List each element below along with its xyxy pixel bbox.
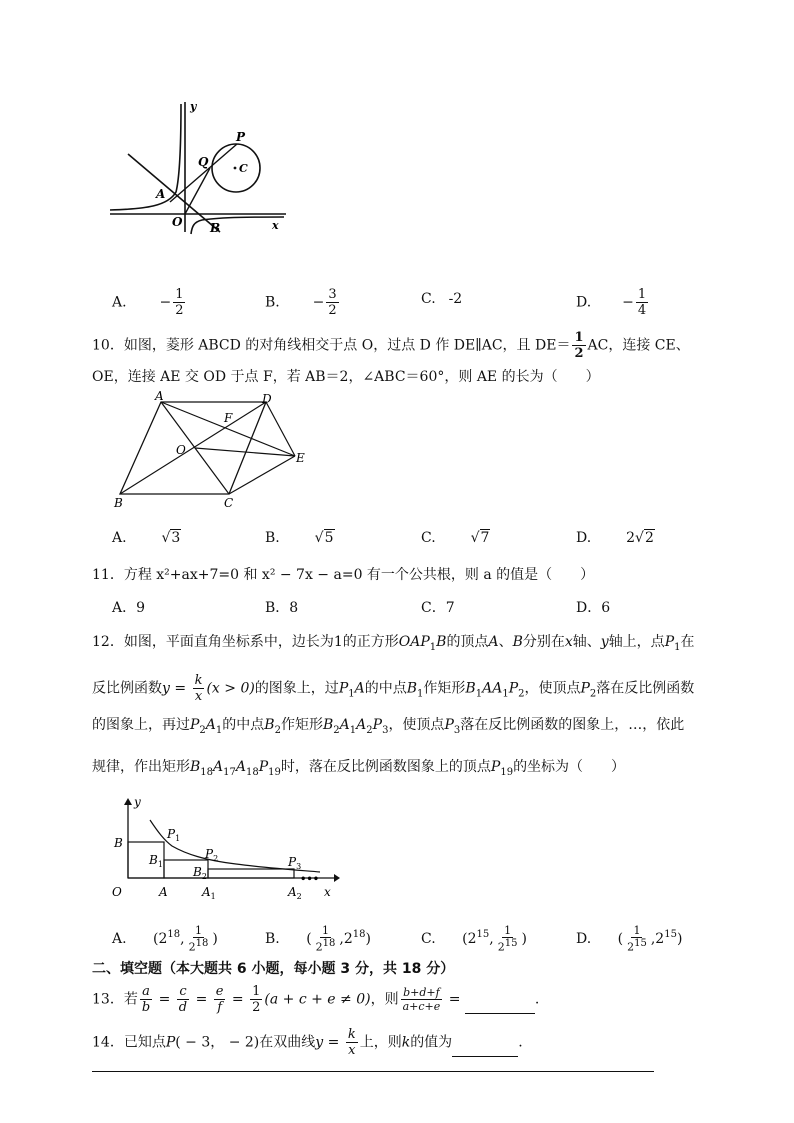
q12-option-d: D. ( $\frac{1}{2^{15}}$ $,2^{15}$) xyxy=(576,924,683,954)
q10-line-1: 10．如图，菱形 ABCD 的对角线相交于点 O，过点 D 作 DE∥AC，且 DE＝ $\frac{1}{2}$ AC，连接 CE、 xyxy=(92,330,690,361)
fig10-label-C: C xyxy=(224,496,234,510)
fig10-label-F: F xyxy=(224,411,233,425)
q14-text: 14．已知点P( − 3， − 2)在双曲线y = $\frac{k}{x}$ 上，则k的值为 . xyxy=(92,1027,523,1058)
segment-ce xyxy=(229,456,295,494)
fig10-label-B: B xyxy=(114,496,123,510)
fraction: $\frac{1}{2}$ xyxy=(252,984,261,1015)
q9-option-b xyxy=(265,288,341,317)
sign: − xyxy=(312,294,325,311)
q10-option-a xyxy=(112,530,181,546)
q10-option-b xyxy=(265,530,335,546)
fig12-label-P3: $P_3$ xyxy=(288,855,302,871)
fig9-segment-oq xyxy=(185,168,210,214)
option-value: -2 xyxy=(448,291,463,307)
fig9-label-y: y xyxy=(190,100,197,113)
fig12-label-O: O xyxy=(112,885,122,899)
sqrt: √3 xyxy=(161,530,181,546)
fraction: $\frac{1}{2}$ xyxy=(574,330,584,361)
fig10-label-D: D xyxy=(262,392,272,406)
fig12-rect-2 xyxy=(208,869,294,878)
sqrt: √2 xyxy=(635,530,654,546)
q9-option-d xyxy=(576,288,650,317)
fraction: $\frac{c}{d}$ xyxy=(178,984,188,1015)
fraction: $\frac{1}{2^{18}}$ xyxy=(315,924,336,954)
diagonal-bd xyxy=(120,402,266,494)
fig12-label-y: y xyxy=(134,795,141,809)
option-letter: A. xyxy=(112,930,127,947)
fig10-label-A: A xyxy=(155,390,164,403)
fig12-y-arrow xyxy=(124,798,132,805)
segment-de xyxy=(266,402,295,456)
fig9-label-P: P xyxy=(236,130,246,144)
fig10-label-E: E xyxy=(296,451,305,465)
fraction: $\frac{1}{2^{15}}$ xyxy=(497,924,518,954)
fig12-label-x: x xyxy=(324,885,331,899)
q11-option-c: C．7 xyxy=(421,600,455,616)
fraction: $\frac{b+d+f}{a+c+e}$ xyxy=(402,986,441,1013)
fraction: $\frac{1}{4}$ xyxy=(637,287,647,318)
q11-option-a: A．9 xyxy=(112,600,146,616)
sign: − xyxy=(159,294,172,311)
sqrt: √5 xyxy=(314,530,334,546)
answer-blank[interactable] xyxy=(452,1040,518,1057)
option-letter: C. xyxy=(421,930,436,947)
option-letter: B. xyxy=(265,930,280,947)
footer-rule xyxy=(92,1071,654,1072)
sign: − xyxy=(622,294,634,311)
q9-option-a xyxy=(112,288,187,317)
fraction: $\frac{1}{2}$ xyxy=(175,287,184,318)
fraction: $\frac{e}{f}$ xyxy=(215,984,224,1015)
fig9-label-B: B xyxy=(210,221,221,235)
option-letter: C. xyxy=(421,291,436,307)
option-letter: B. xyxy=(265,294,280,311)
option-letter: D. xyxy=(576,294,592,311)
fraction: $\frac{k}{x}$ xyxy=(347,1027,356,1058)
option-letter: D. xyxy=(576,930,592,947)
q12-option-b: B. ( $\frac{1}{2^{18}}$ $,2^{18}$) xyxy=(265,924,371,954)
q12-line-3: 的图象上，再过$P_2A_1$的中点$B_2$作矩形$B_2A_1A_2P_3$，使顶点$P_3$落在反比例函数的图象上，…，依此 xyxy=(92,717,685,736)
option-letter: A. xyxy=(112,530,127,546)
fig12-label-A1: $A_1$ xyxy=(202,885,216,901)
fig9-label-x: x xyxy=(272,219,279,232)
fig10-label-O: O xyxy=(176,443,186,457)
fraction: $\frac{a}{b}$ xyxy=(141,984,151,1015)
q10-figure xyxy=(110,390,314,512)
q9-figure xyxy=(106,96,292,236)
fig12-label-P1: $P_1$ xyxy=(167,827,181,843)
fig12-label-B: B xyxy=(114,836,123,850)
fig9-center-dot xyxy=(234,167,237,170)
q11-text: 11．方程 x²+ax+7=0 和 x² − 7x − a=0 有一个公共根，则 a 的值是（ ） xyxy=(92,567,595,583)
fig12-label-A2: $A_2$ xyxy=(288,885,302,901)
q11-option-d: D．6 xyxy=(576,600,611,616)
fig12-label-P2: $P_2$ xyxy=(205,847,219,863)
q10-option-d: D. 2√2 xyxy=(576,530,654,546)
section-heading: 二、填空题（本大题共 6 小题，每小题 3 分，共 18 分） xyxy=(92,961,455,977)
fig12-label-B1: $B_1$ xyxy=(149,853,163,869)
q10-option-c xyxy=(421,530,490,546)
q12-option-c: C. ($2^{15}$, $\frac{1}{2^{15}}$ ) xyxy=(421,924,527,954)
q12-line-4: 规律，作出矩形$B_{18}A_{17}A_{18}P_{19}$时，落在反比例函数图象上的顶点$P_{19}$的坐标为（ ） xyxy=(92,759,626,778)
fig12-label-B2: $B_2$ xyxy=(193,865,207,881)
fig12-x-arrow xyxy=(334,874,340,882)
fraction: $\frac{k}{x}$ xyxy=(194,673,203,704)
answer-blank[interactable] xyxy=(465,997,535,1014)
q12-figure xyxy=(106,792,342,908)
q9-option-c xyxy=(421,291,462,307)
q11-option-b: B．8 xyxy=(265,600,299,616)
fig9-label-Q: Q xyxy=(198,155,209,169)
q12-line-1: 12．如图，平面直角坐标系中，边长为1的正方形$OAP_1B$的顶点A、B分别在x轴、y轴上，点$P_1$在 xyxy=(92,634,695,653)
option-letter: C. xyxy=(421,530,436,546)
fig9-label-A: A xyxy=(156,187,166,201)
fig12-dots: ••• xyxy=(300,874,320,885)
q10-line-2: OE，连接 AE 交 OD 于点 F，若 AB＝2，∠ABC＝60°，则 AE 的长为（ ） xyxy=(92,369,600,385)
fraction: $\frac{1}{2^{18}}$ xyxy=(188,924,209,954)
fraction: $\frac{1}{2^{15}}$ xyxy=(627,924,647,954)
fig9-label-C: C xyxy=(239,162,248,175)
option-letter: B. xyxy=(265,530,280,546)
option-letter: A. xyxy=(112,294,127,311)
fig12-label-A: A xyxy=(159,885,168,899)
option-letter: D. xyxy=(576,530,592,546)
q13-text: 13．若 $\frac{a}{b}$ = $\frac{c}{d}$ = $\frac{e}{f}$ = $\frac{1}{2}$ (a + c + e ≠ 0)，则 $\frac{b+d+f}{a+c+e}$ = . xyxy=(92,984,540,1015)
q12-option-a: A. ($2^{18}$, $\frac{1}{2^{18}}$ ) xyxy=(112,924,218,954)
sqrt: √7 xyxy=(470,530,490,546)
fraction: $\frac{3}{2}$ xyxy=(328,287,337,318)
fig9-label-O: O xyxy=(172,215,183,229)
q12-line-2: 反比例函数y = $\frac{k}{x}$ (x > 0)的图象上，过$P_1A$的中点$B_1$作矩形$B_1AA_1P_2$，使顶点$P_2$落在反比例函数 xyxy=(92,673,695,704)
fig9-hyperbola-upper xyxy=(110,104,181,210)
